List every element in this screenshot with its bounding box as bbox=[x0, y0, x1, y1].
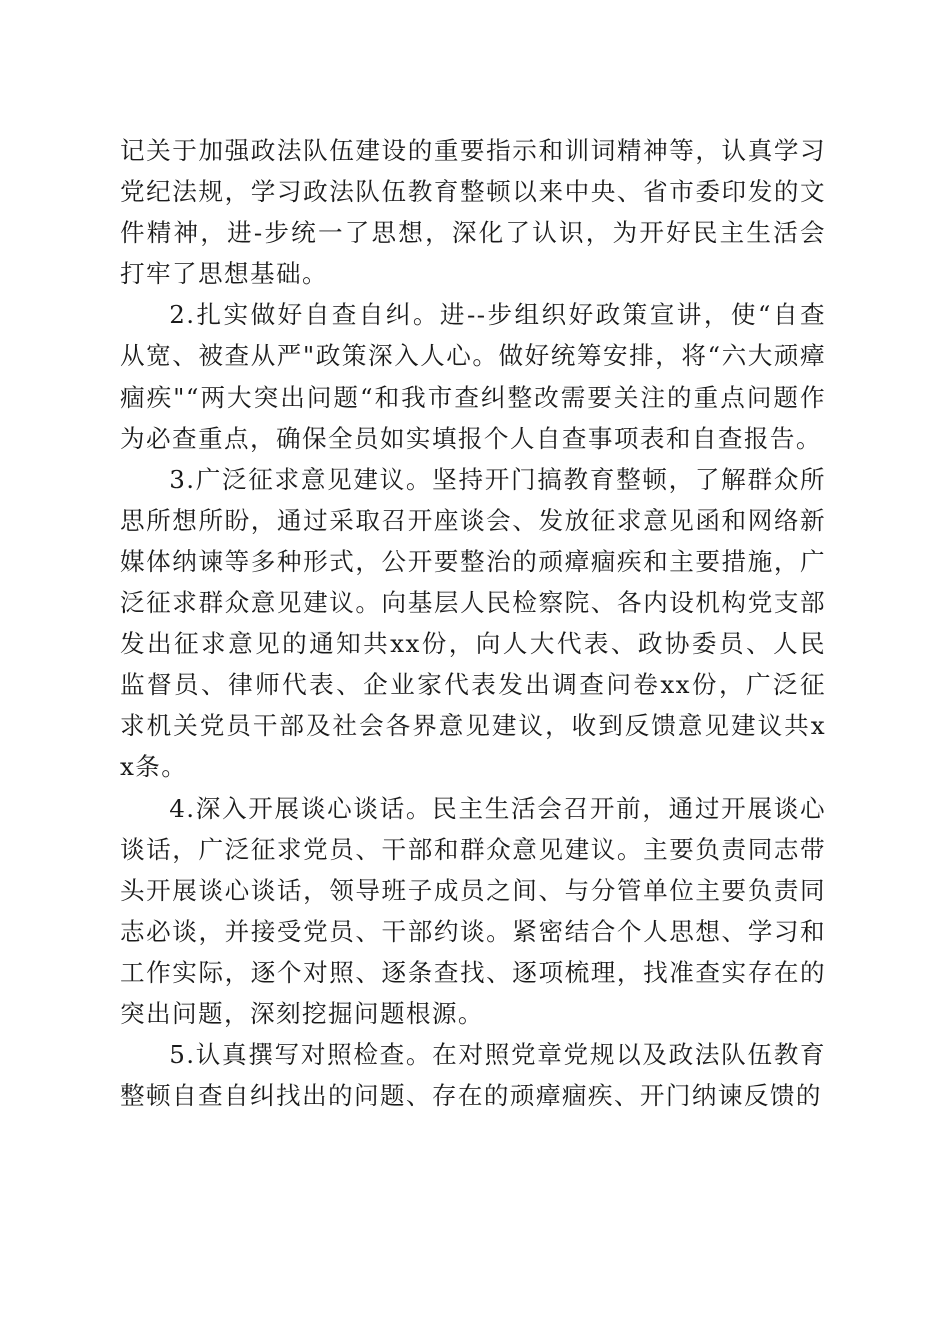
paragraph-solicit-opinions: 3.广泛征求意见建议。坚持开门搞教育整顿，了解群众所思所想所盼，通过采取召开座谈会、发放征求意见函和网络新媒体纳谏等多种形式，公开要整治的顽瘴痼疾和主要措施，广泛征求群众意见建议。向基层人民检察院、各内设机构党支部发出征求意见的通知共xx份，向人大代表、政协委员、人民监督员、律师代表、企业家代表发出调查问卷xx份，广泛征求机关党员干部及社会各界意见建议，收到反馈意见建议共xx条。 bbox=[120, 464, 826, 782]
paragraph-continuation: 记关于加强政法队伍建设的重要指示和训词精神等，认真学习党纪法规，学习政法队伍教育整顿以来中央、省市委印发的文件精神，进-步统一了思想，深化了认识，为开好民主生活会打牢了思想基础。 bbox=[120, 136, 826, 289]
paragraph-self-review-writing: 5.认真撰写对照检查。在对照党章党规以及政法队伍教育整顿自查自纠找出的问题、存在的顽瘴痼疾、开门纳谏反馈的 bbox=[120, 1040, 826, 1111]
paragraph-self-inspection: 2.扎实做好自查自纠。进--步组织好政策宣讲，使“自查从宽、被查从严"政策深入人心。做好统筹安排，将“六大顽瘴痼疾"“两大突出问题“和我市查纠整改需要关注的重点问题作为必查重点，确保全员如实填报个人自查事项表和自查报告。 bbox=[120, 300, 826, 453]
paragraph-heart-to-heart-talks: 4.深入开展谈心谈话。民主生活会召开前，通过开展谈心谈话，广泛征求党员、干部和群众意见建议。主要负责同志带头开展谈心谈话，领导班子成员之间、与分管单位主要负责同志必谈，并接受党员、干部约谈。紧密结合个人思想、学习和工作实际，逐个对照、逐条查找、逐项梳理，找准查实存在的突出问题，深刻挖掘问题根源。 bbox=[120, 793, 826, 1028]
document-body bbox=[120, 130, 826, 1116]
